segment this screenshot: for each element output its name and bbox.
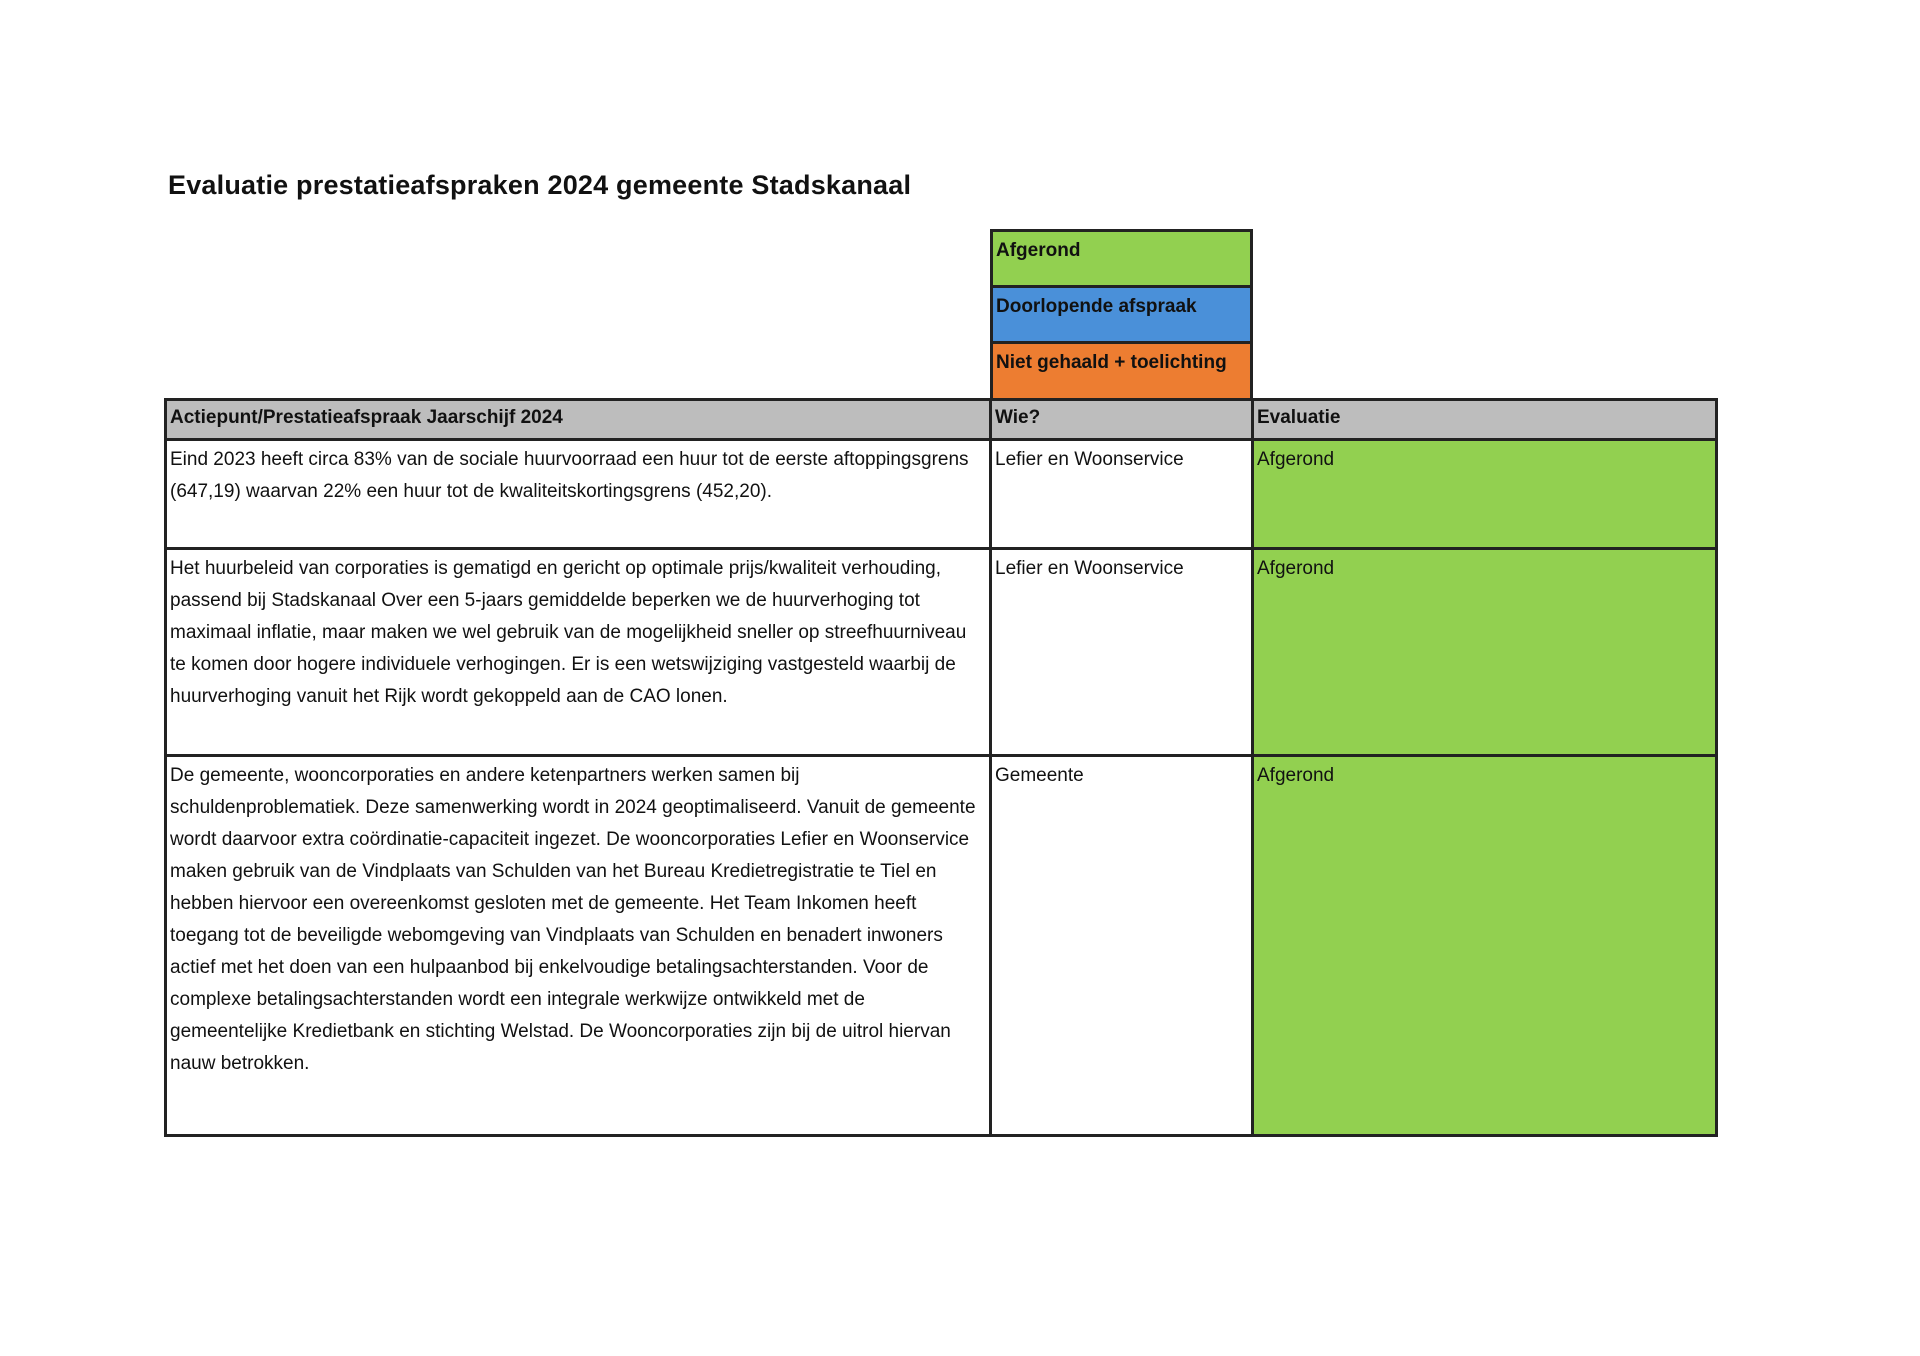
header-evaluation: Evaluatie — [1253, 400, 1717, 440]
cell-who: Gemeente — [991, 756, 1253, 1136]
legend-item-afgerond: Afgerond — [993, 232, 1250, 288]
table-row — [166, 756, 1717, 1136]
table-row — [166, 549, 1717, 756]
status-legend — [990, 229, 1253, 403]
cell-evaluation: Afgerond — [1253, 756, 1717, 1136]
cell-action: Het huurbeleid van corporaties is gematigd en gericht op optimale prijs/kwaliteit verhouding, passend bij Stadskanaal Over een 5-jaars gemiddelde beperken we de huurverhoging tot maximaal inflatie, maar maken we wel gebruik van de mogelijkheid sneller op streefhuurniveau te komen door hogere individuele verhogingen. Er is een wetswijziging vastgesteld waarbij de huurverhoging vanuit het Rijk wordt gekoppeld aan de CAO lonen. — [166, 549, 991, 756]
cell-action: Eind 2023 heeft circa 83% van de sociale huurvoorraad een huur tot de eerste aftoppingsgrens (647,19) waarvan 22% een huur tot de kwaliteitskortingsgrens (452,20). — [166, 440, 991, 549]
cell-evaluation: Afgerond — [1253, 549, 1717, 756]
header-action: Actiepunt/Prestatieafspraak Jaarschijf 2024 — [166, 400, 991, 440]
cell-action: De gemeente, wooncorporaties en andere ketenpartners werken samen bij schuldenproblematiek. Deze samenwerking wordt in 2024 geoptimaliseerd. Vanuit de gemeente wordt daarvoor extra coördinatie-capaciteit ingezet. De wooncorporaties Lefier en Woonservice maken gebruik van de Vindplaats van Schulden van het Bureau Kredietregistratie te Tiel en hebben hiervoor een overeenkomst gesloten met de gemeente. Het Team Inkomen heeft toegang tot de beveiligde webomgeving van Vindplaats van Schulden en benadert inwoners actief met het doen van een hulpaanbod bij enkelvoudige betalingsachterstanden. Voor de complexe betalingsachterstanden wordt een integrale werkwijze ontwikkeld met de gemeentelijke Kredietbank en stichting Welstad. De Wooncorporaties zijn bij de uitrol hiervan nauw betrokken. — [166, 756, 991, 1136]
cell-who: Lefier en Woonservice — [991, 440, 1253, 549]
header-who: Wie? — [991, 400, 1253, 440]
cell-who: Lefier en Woonservice — [991, 549, 1253, 756]
page-title: Evaluatie prestatieafspraken 2024 gemeente Stadskanaal — [168, 170, 912, 200]
cell-evaluation: Afgerond — [1253, 440, 1717, 549]
table-header-row — [166, 400, 1717, 440]
table-row — [166, 440, 1717, 549]
legend-item-niet-gehaald: Niet gehaald + toelichting — [993, 344, 1250, 400]
evaluation-table — [164, 398, 1718, 1137]
legend-item-doorlopend: Doorlopende afspraak — [993, 288, 1250, 344]
